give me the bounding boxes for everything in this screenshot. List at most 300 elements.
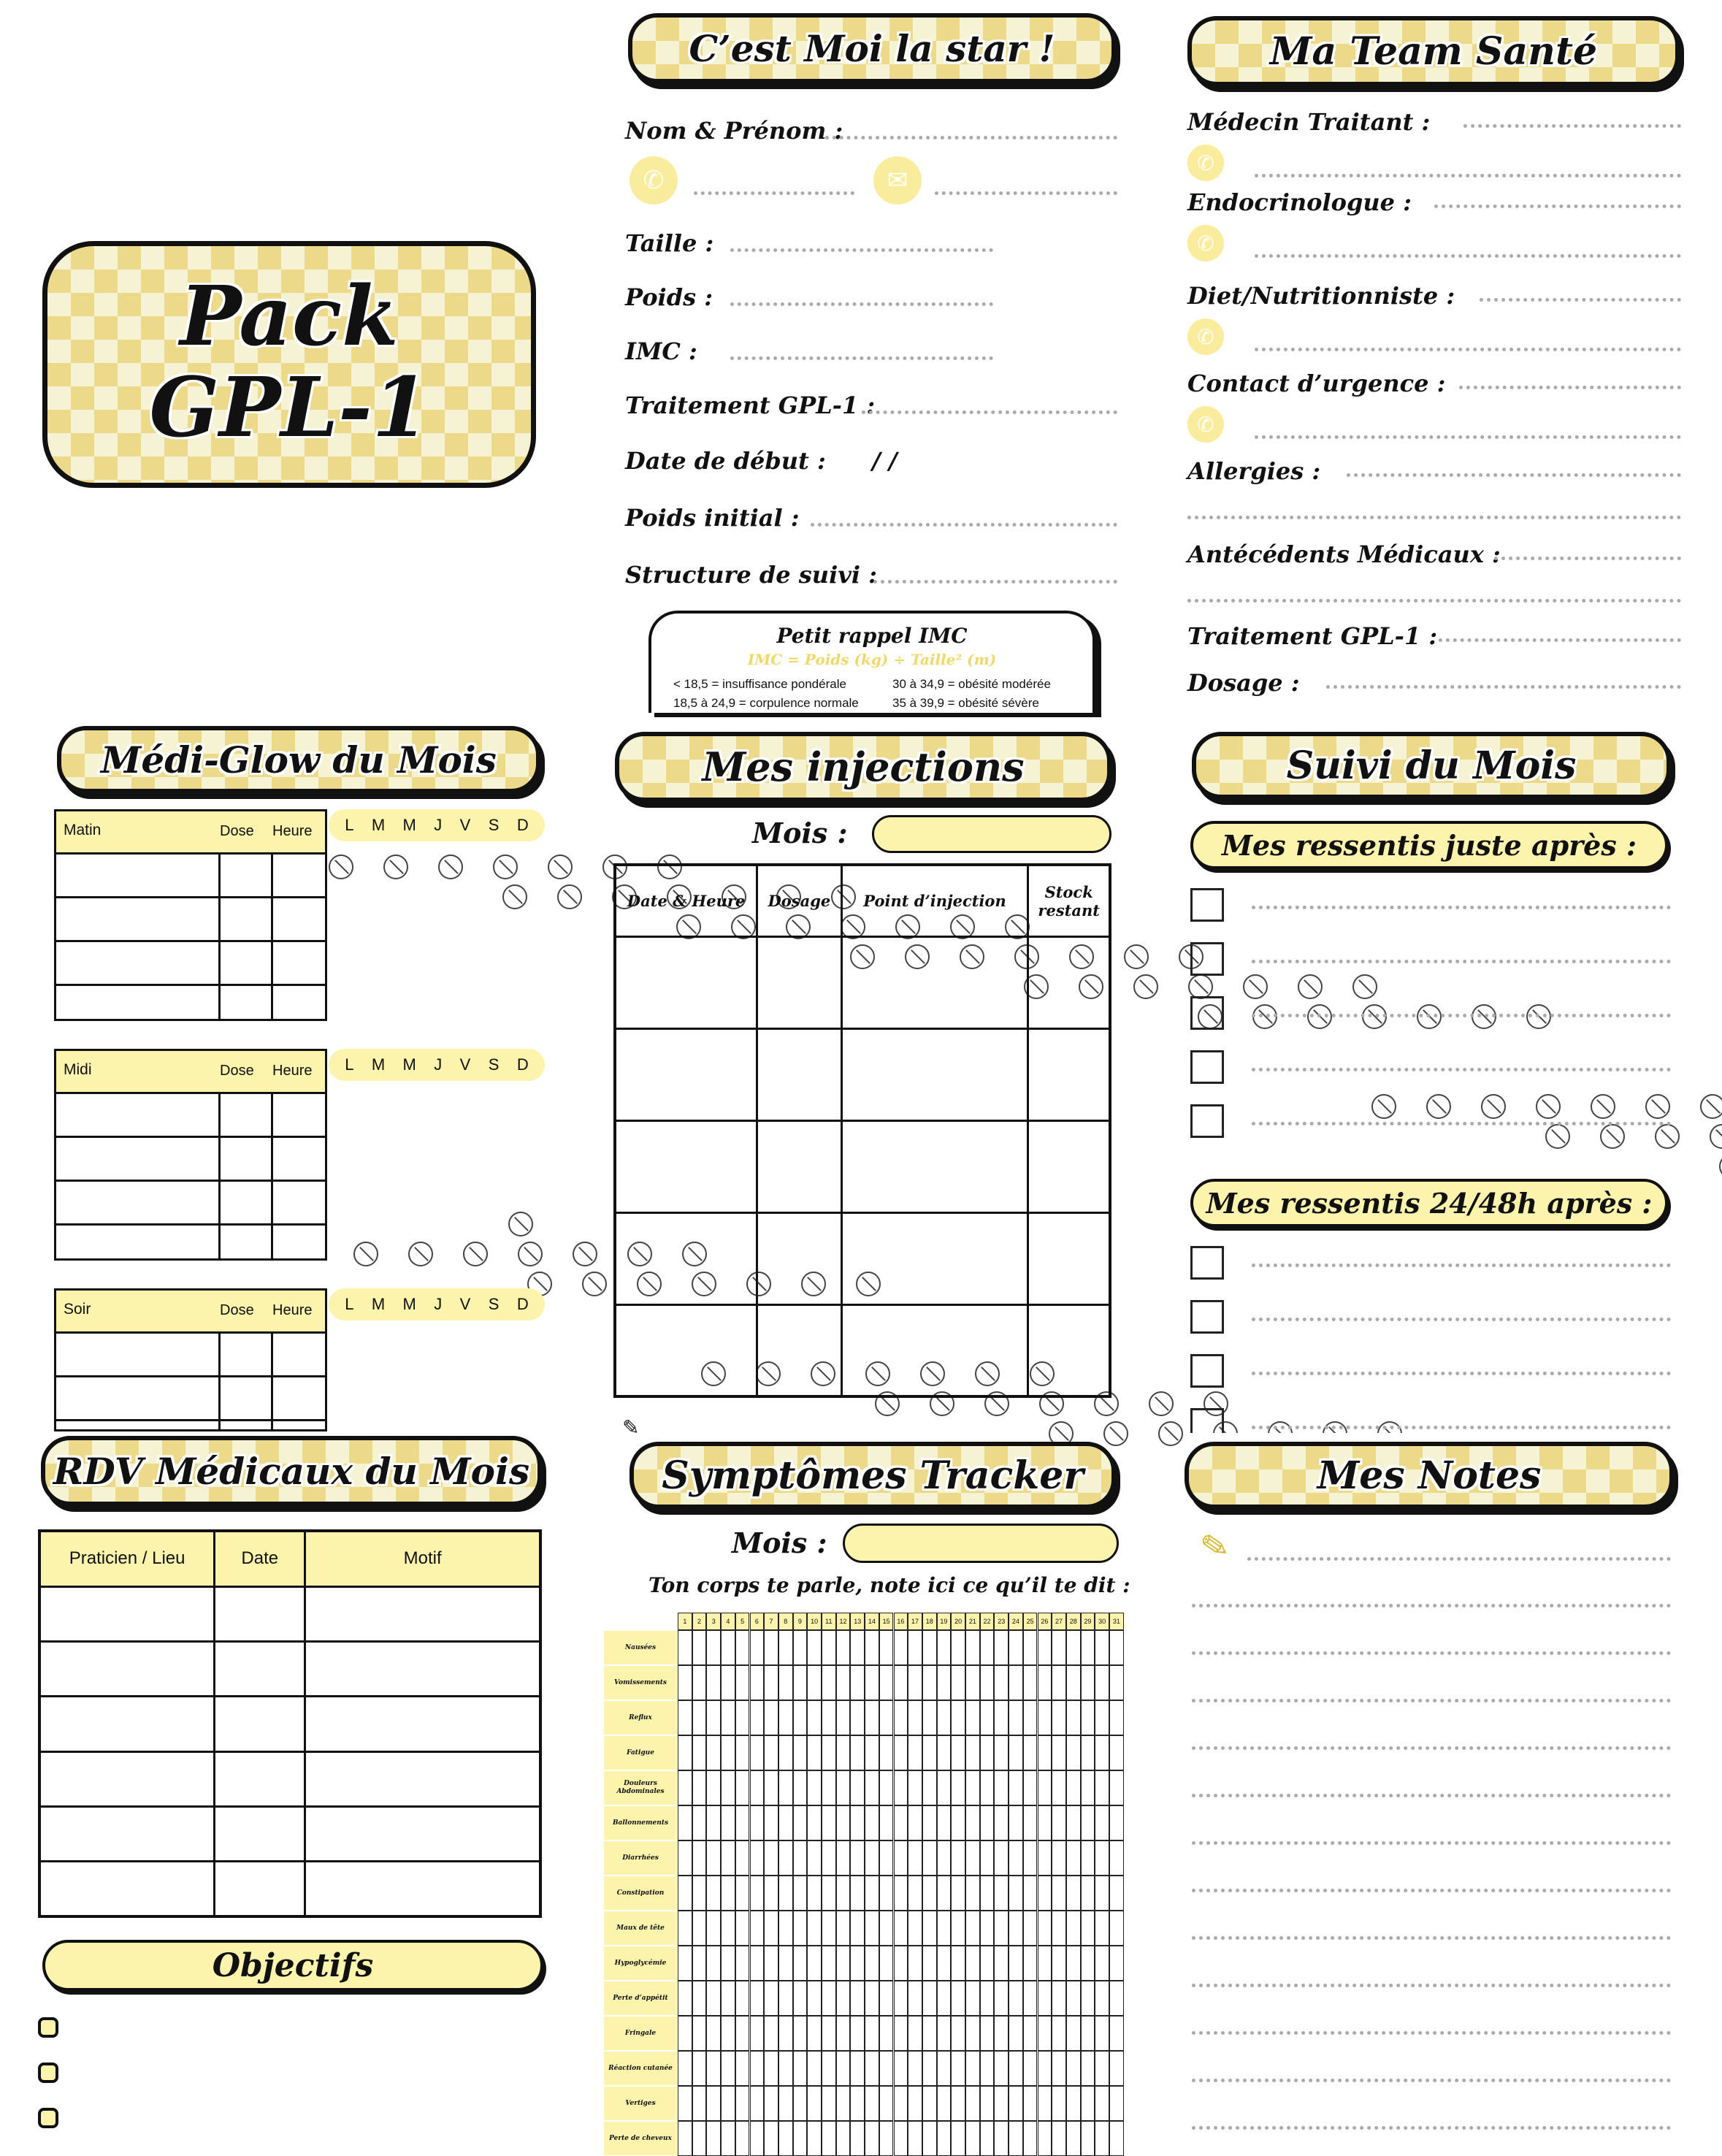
- sympt-cell[interactable]: [836, 1946, 851, 1981]
- sympt-cell[interactable]: [721, 1770, 735, 1805]
- sympt-cell[interactable]: [965, 1946, 980, 1981]
- sympt-cell[interactable]: [735, 2086, 750, 2121]
- sympt-cell[interactable]: [678, 1805, 692, 1840]
- sympt-cell[interactable]: [879, 2086, 894, 2121]
- sympt-cell[interactable]: [879, 1665, 894, 1700]
- sympt-cell[interactable]: [750, 1981, 765, 2016]
- sympt-cell[interactable]: [894, 1876, 908, 1911]
- sympt-cell[interactable]: [721, 1735, 735, 1770]
- sympt-cell[interactable]: [1081, 2051, 1095, 2086]
- sympt-cell[interactable]: [894, 1770, 908, 1805]
- sympt-cell[interactable]: [735, 1840, 750, 1876]
- sympt-cell[interactable]: [1066, 1876, 1081, 1911]
- sympt-cell[interactable]: [735, 1805, 750, 1840]
- sympt-cell[interactable]: [1066, 1770, 1081, 1805]
- sympt-cell[interactable]: [980, 1700, 995, 1735]
- medi-pill-check[interactable]: [493, 855, 518, 879]
- sympt-cell[interactable]: [908, 2086, 922, 2121]
- sympt-cell[interactable]: [735, 1700, 750, 1735]
- sympt-cell[interactable]: [1095, 1735, 1109, 1770]
- sympt-cell[interactable]: [778, 1911, 793, 1946]
- sympt-cell[interactable]: [836, 1981, 851, 2016]
- medi-row[interactable]: [56, 1334, 325, 1377]
- sympt-cell[interactable]: [865, 1946, 879, 1981]
- sympt-cell[interactable]: [1052, 2121, 1066, 2156]
- sympt-cell[interactable]: [793, 1700, 808, 1735]
- sympt-cell[interactable]: [922, 1630, 937, 1665]
- rdv-row[interactable]: [39, 1586, 540, 1641]
- sympt-cell[interactable]: [778, 1770, 793, 1805]
- sympt-cell[interactable]: [908, 1700, 922, 1735]
- sympt-cell[interactable]: [735, 1981, 750, 2016]
- medi-row[interactable]: [56, 1182, 325, 1226]
- sympt-cell[interactable]: [706, 1876, 721, 1911]
- sympt-cell[interactable]: [1009, 2086, 1023, 2121]
- sympt-cell[interactable]: [1095, 1770, 1109, 1805]
- sympt-cell[interactable]: [894, 1840, 908, 1876]
- medi-pill-check[interactable]: [1710, 1124, 1722, 1149]
- sympt-cell[interactable]: [1038, 2086, 1052, 2121]
- medi-row[interactable]: [56, 1094, 325, 1138]
- medi-pill-check[interactable]: [1298, 974, 1323, 999]
- sympt-cell[interactable]: [678, 1770, 692, 1805]
- sympt-cell[interactable]: [908, 1911, 922, 1946]
- sympt-cell[interactable]: [1081, 1770, 1095, 1805]
- sympt-cell[interactable]: [1081, 1946, 1095, 1981]
- sympt-cell[interactable]: [1009, 1630, 1023, 1665]
- sympt-cell[interactable]: [793, 1946, 808, 1981]
- sympt-cell[interactable]: [908, 1981, 922, 2016]
- team-field-input[interactable]: [1326, 685, 1681, 689]
- notes-line[interactable]: [1192, 1746, 1671, 1750]
- sympt-cell[interactable]: [937, 1911, 952, 1946]
- sympt-cell[interactable]: [850, 1665, 865, 1700]
- sympt-cell[interactable]: [721, 2016, 735, 2051]
- sympt-cell[interactable]: [1009, 1946, 1023, 1981]
- sympt-cell[interactable]: [1081, 2016, 1095, 2051]
- team-field-input-extra[interactable]: [1187, 599, 1681, 603]
- sympt-cell[interactable]: [1023, 2016, 1038, 2051]
- sympt-cell[interactable]: [1052, 1840, 1066, 1876]
- sympt-cell[interactable]: [1009, 1805, 1023, 1840]
- sympt-cell[interactable]: [836, 2016, 851, 2051]
- sympt-cell[interactable]: [1095, 1876, 1109, 1911]
- sympt-cell[interactable]: [1038, 2121, 1052, 2156]
- sympt-cell[interactable]: [807, 2086, 822, 2121]
- sympt-cell[interactable]: [822, 2121, 836, 2156]
- sympt-cell[interactable]: [778, 2051, 793, 2086]
- suivi-checkbox[interactable]: [1190, 996, 1224, 1030]
- sympt-cell[interactable]: [879, 1876, 894, 1911]
- objectif-checkbox[interactable]: [38, 2017, 58, 2038]
- sympt-cell[interactable]: [735, 2051, 750, 2086]
- sympt-cell[interactable]: [1095, 2121, 1109, 2156]
- sympt-cell[interactable]: [692, 2121, 707, 2156]
- sympt-cell[interactable]: [822, 1805, 836, 1840]
- sympt-cell[interactable]: [750, 2121, 765, 2156]
- sympt-cell[interactable]: [850, 2016, 865, 2051]
- sympt-cell[interactable]: [706, 2086, 721, 2121]
- sympt-cell[interactable]: [1095, 1946, 1109, 1981]
- sympt-cell[interactable]: [822, 1876, 836, 1911]
- sympt-cell[interactable]: [692, 1735, 707, 1770]
- medi-pill-check[interactable]: [1481, 1094, 1506, 1119]
- sympt-cell[interactable]: [764, 2121, 778, 2156]
- suivi-line[interactable]: [1252, 1014, 1671, 1017]
- suivi-line[interactable]: [1252, 960, 1671, 963]
- sympt-cell[interactable]: [1023, 1630, 1038, 1665]
- sympt-cell[interactable]: [778, 2086, 793, 2121]
- sympt-cell[interactable]: [965, 2121, 980, 2156]
- inj-row[interactable]: [615, 1120, 1110, 1212]
- sympt-cell[interactable]: [1109, 2051, 1124, 2086]
- sympt-cell[interactable]: [1095, 1981, 1109, 2016]
- sympt-cell[interactable]: [879, 1840, 894, 1876]
- sympt-cell[interactable]: [778, 1981, 793, 2016]
- sympt-cell[interactable]: [1038, 1876, 1052, 1911]
- sympt-cell[interactable]: [706, 1911, 721, 1946]
- sympt-cell[interactable]: [965, 1665, 980, 1700]
- sympt-cell[interactable]: [1009, 1876, 1023, 1911]
- sympt-cell[interactable]: [721, 1665, 735, 1700]
- medi-pill-check[interactable]: [1158, 1421, 1183, 1446]
- sympt-cell[interactable]: [1095, 1840, 1109, 1876]
- medi-pill-check[interactable]: [508, 1212, 533, 1236]
- sympt-cell[interactable]: [1038, 1770, 1052, 1805]
- sympt-cell[interactable]: [865, 1805, 879, 1840]
- sympt-cell[interactable]: [1009, 1981, 1023, 2016]
- team-field-input[interactable]: [1459, 386, 1681, 389]
- sympt-cell[interactable]: [778, 1805, 793, 1840]
- sympt-cell[interactable]: [706, 1805, 721, 1840]
- sympt-cell[interactable]: [1066, 2051, 1081, 2086]
- sympt-cell[interactable]: [879, 1630, 894, 1665]
- sympt-cell[interactable]: [1095, 1911, 1109, 1946]
- notes-line[interactable]: [1192, 1984, 1671, 1987]
- sympt-cell[interactable]: [937, 1946, 952, 1981]
- sympt-cell[interactable]: [1081, 1911, 1095, 1946]
- suivi-checkbox[interactable]: [1190, 942, 1224, 976]
- sympt-cell[interactable]: [1109, 1876, 1124, 1911]
- sympt-cell[interactable]: [980, 1735, 995, 1770]
- sympt-cell[interactable]: [1109, 1805, 1124, 1840]
- sympt-cell[interactable]: [706, 1946, 721, 1981]
- sympt-cell[interactable]: [1038, 1665, 1052, 1700]
- sympt-cell[interactable]: [836, 1840, 851, 1876]
- sympt-cell[interactable]: [865, 1840, 879, 1876]
- sympt-cell[interactable]: [1095, 2016, 1109, 2051]
- sympt-cell[interactable]: [764, 1946, 778, 1981]
- sympt-cell[interactable]: [692, 1911, 707, 1946]
- sympt-cell[interactable]: [922, 1911, 937, 1946]
- sympt-cell[interactable]: [965, 1700, 980, 1735]
- sympt-cell[interactable]: [1066, 1840, 1081, 1876]
- sympt-cell[interactable]: [706, 2121, 721, 2156]
- sympt-cell[interactable]: [764, 2016, 778, 2051]
- sympt-cell[interactable]: [922, 2016, 937, 2051]
- sympt-cell[interactable]: [850, 1840, 865, 1876]
- sympt-cell[interactable]: [1095, 1700, 1109, 1735]
- sympt-cell[interactable]: [908, 2051, 922, 2086]
- medi-pill-check[interactable]: [573, 1242, 597, 1266]
- sympt-cell[interactable]: [706, 1840, 721, 1876]
- sympt-cell[interactable]: [922, 1876, 937, 1911]
- sympt-cell[interactable]: [865, 2121, 879, 2156]
- sympt-cell[interactable]: [807, 1876, 822, 1911]
- sympt-cell[interactable]: [836, 1700, 851, 1735]
- sympt-cell[interactable]: [865, 2086, 879, 2121]
- medi-pill-check[interactable]: [518, 1242, 543, 1266]
- sympt-cell[interactable]: [951, 1700, 965, 1735]
- sympt-cell[interactable]: [764, 1770, 778, 1805]
- sympt-cell[interactable]: [908, 1805, 922, 1840]
- sympt-cell[interactable]: [721, 2051, 735, 2086]
- sympt-cell[interactable]: [1081, 1700, 1095, 1735]
- sympt-cell[interactable]: [778, 1876, 793, 1911]
- sympt-cell[interactable]: [764, 1911, 778, 1946]
- sympt-cell[interactable]: [865, 1665, 879, 1700]
- sympt-cell[interactable]: [1052, 2086, 1066, 2121]
- sympt-cell[interactable]: [836, 1735, 851, 1770]
- sympt-cell[interactable]: [1095, 1630, 1109, 1665]
- sympt-cell[interactable]: [1109, 1700, 1124, 1735]
- sympt-cell[interactable]: [1009, 1665, 1023, 1700]
- sympt-cell[interactable]: [1095, 2051, 1109, 2086]
- inj-row[interactable]: [615, 1304, 1110, 1396]
- sympt-cell[interactable]: [1009, 1770, 1023, 1805]
- star-field-input[interactable]: [873, 580, 1117, 584]
- medi-row[interactable]: [56, 898, 325, 942]
- sympt-cell[interactable]: [764, 1735, 778, 1770]
- sympt-cell[interactable]: [850, 1700, 865, 1735]
- sympt-cell[interactable]: [692, 1770, 707, 1805]
- sympt-cell[interactable]: [850, 1876, 865, 1911]
- sympt-cell[interactable]: [807, 1946, 822, 1981]
- star-field-input[interactable]: [730, 248, 993, 252]
- sympt-cell[interactable]: [1066, 2121, 1081, 2156]
- medi-pill-check[interactable]: [383, 855, 408, 879]
- sympt-cell[interactable]: [951, 1735, 965, 1770]
- sympt-cell[interactable]: [1009, 2051, 1023, 2086]
- sympt-cell[interactable]: [1081, 1840, 1095, 1876]
- sympt-cell[interactable]: [994, 1665, 1009, 1700]
- star-field-input[interactable]: [730, 356, 993, 360]
- sympt-cell[interactable]: [793, 1981, 808, 2016]
- sympt-cell[interactable]: [879, 1981, 894, 2016]
- sympt-cell[interactable]: [735, 2121, 750, 2156]
- sympt-cell[interactable]: [1095, 1805, 1109, 1840]
- sympt-cell[interactable]: [865, 1770, 879, 1805]
- sympt-cell[interactable]: [807, 1735, 822, 1770]
- sympt-cell[interactable]: [1038, 1735, 1052, 1770]
- medi-row[interactable]: [56, 855, 325, 898]
- sympt-cell[interactable]: [836, 1805, 851, 1840]
- medi-pill-check[interactable]: [1124, 944, 1149, 969]
- sympt-cell[interactable]: [692, 1630, 707, 1665]
- sympt-cell[interactable]: [764, 1876, 778, 1911]
- sympt-cell[interactable]: [764, 1700, 778, 1735]
- sympt-cell[interactable]: [1023, 2121, 1038, 2156]
- medi-row[interactable]: [56, 986, 325, 1021]
- sympt-cell[interactable]: [994, 1840, 1009, 1876]
- team-phone-input[interactable]: [1255, 348, 1681, 351]
- medi-pill-check[interactable]: [548, 855, 573, 879]
- sympt-cell[interactable]: [822, 1946, 836, 1981]
- suivi-checkbox[interactable]: [1190, 888, 1224, 922]
- sympt-cell[interactable]: [937, 1770, 952, 1805]
- medi-pill-check[interactable]: [502, 884, 527, 909]
- sympt-cell[interactable]: [1038, 1911, 1052, 1946]
- sympt-cell[interactable]: [764, 2086, 778, 2121]
- sympt-cell[interactable]: [706, 2016, 721, 2051]
- notes-line[interactable]: [1192, 1936, 1671, 1940]
- sympt-cell[interactable]: [750, 2016, 765, 2051]
- suivi-line[interactable]: [1252, 1264, 1671, 1267]
- sympt-cell[interactable]: [850, 1630, 865, 1665]
- sympt-cell[interactable]: [721, 1630, 735, 1665]
- sympt-cell[interactable]: [678, 2016, 692, 2051]
- suivi-line[interactable]: [1252, 906, 1671, 909]
- rdv-row[interactable]: [39, 1642, 540, 1697]
- medi-pill-check[interactable]: [1133, 974, 1158, 999]
- sympt-cell[interactable]: [706, 1735, 721, 1770]
- sympt-cell[interactable]: [908, 1946, 922, 1981]
- sympt-cell[interactable]: [850, 2121, 865, 2156]
- sympt-cell[interactable]: [692, 1981, 707, 2016]
- sympt-cell[interactable]: [937, 2016, 952, 2051]
- sympt-cell[interactable]: [994, 1911, 1009, 1946]
- sympt-cell[interactable]: [822, 1770, 836, 1805]
- medi-pill-check[interactable]: [1655, 1124, 1680, 1149]
- sympt-cell[interactable]: [951, 2086, 965, 2121]
- sympt-cell[interactable]: [778, 1840, 793, 1876]
- sympt-cell[interactable]: [894, 1700, 908, 1735]
- sympt-cell[interactable]: [894, 1735, 908, 1770]
- sympt-cell[interactable]: [850, 1911, 865, 1946]
- sympt-cell[interactable]: [692, 2086, 707, 2121]
- sympt-cell[interactable]: [865, 1700, 879, 1735]
- sympt-cell[interactable]: [807, 1981, 822, 2016]
- medi-pill-check[interactable]: [1545, 1124, 1570, 1149]
- sympt-cell[interactable]: [822, 2086, 836, 2121]
- sympt-cell[interactable]: [692, 1700, 707, 1735]
- sympt-cell[interactable]: [908, 1770, 922, 1805]
- sympt-cell[interactable]: [750, 1840, 765, 1876]
- medi-pill-check[interactable]: [1600, 1124, 1625, 1149]
- sympt-cell[interactable]: [894, 2086, 908, 2121]
- sympt-cell[interactable]: [894, 1665, 908, 1700]
- sympt-cell[interactable]: [721, 2086, 735, 2121]
- team-field-input[interactable]: [1463, 124, 1681, 128]
- sympt-cell[interactable]: [1009, 1840, 1023, 1876]
- sympt-cell[interactable]: [865, 2016, 879, 2051]
- sympt-cell[interactable]: [1052, 1735, 1066, 1770]
- sympt-cell[interactable]: [764, 1981, 778, 2016]
- sympt-cell[interactable]: [822, 1665, 836, 1700]
- sympt-cell[interactable]: [994, 2051, 1009, 2086]
- medi-pill-check[interactable]: [582, 1272, 607, 1296]
- sympt-cell[interactable]: [1081, 2121, 1095, 2156]
- sympt-cell[interactable]: [1081, 2086, 1095, 2121]
- sympt-cell[interactable]: [692, 1805, 707, 1840]
- sympt-cell[interactable]: [807, 1770, 822, 1805]
- sympt-cell[interactable]: [894, 1805, 908, 1840]
- sympt-cell[interactable]: [706, 1700, 721, 1735]
- sympt-cell[interactable]: [1023, 1911, 1038, 1946]
- sympt-cell[interactable]: [1052, 1700, 1066, 1735]
- sympt-cell[interactable]: [994, 1735, 1009, 1770]
- sympt-cell[interactable]: [1023, 1665, 1038, 1700]
- suivi-line[interactable]: [1252, 1318, 1671, 1321]
- sympt-cell[interactable]: [965, 1876, 980, 1911]
- sympt-cell[interactable]: [879, 1735, 894, 1770]
- sympt-cell[interactable]: [706, 2051, 721, 2086]
- sympt-cell[interactable]: [1066, 1700, 1081, 1735]
- sympt-cell[interactable]: [994, 2086, 1009, 2121]
- sympt-cell[interactable]: [1052, 1665, 1066, 1700]
- sympt-cell[interactable]: [937, 1805, 952, 1840]
- sympt-cell[interactable]: [937, 2121, 952, 2156]
- sympt-cell[interactable]: [793, 2016, 808, 2051]
- sympt-cell[interactable]: [735, 1911, 750, 1946]
- sympt-cell[interactable]: [807, 1805, 822, 1840]
- sympt-cell[interactable]: [1109, 2016, 1124, 2051]
- sympt-cell[interactable]: [1109, 2121, 1124, 2156]
- sympt-cell[interactable]: [1038, 1946, 1052, 1981]
- sympt-cell[interactable]: [1081, 1805, 1095, 1840]
- sympt-cell[interactable]: [750, 1876, 765, 1911]
- sympt-cell[interactable]: [750, 1700, 765, 1735]
- sympt-cell[interactable]: [908, 2016, 922, 2051]
- sympt-cell[interactable]: [1038, 1805, 1052, 1840]
- sympt-cell[interactable]: [879, 1911, 894, 1946]
- sympt-cell[interactable]: [836, 1665, 851, 1700]
- sympt-cell[interactable]: [879, 1946, 894, 1981]
- sympt-cell[interactable]: [980, 2121, 995, 2156]
- sympt-cell[interactable]: [750, 1911, 765, 1946]
- medi-pill-check[interactable]: [438, 855, 463, 879]
- sympt-cell[interactable]: [721, 1981, 735, 2016]
- sympt-cell[interactable]: [951, 1805, 965, 1840]
- sympt-cell[interactable]: [678, 1700, 692, 1735]
- sympt-cell[interactable]: [894, 2121, 908, 2156]
- sympt-cell[interactable]: [951, 1840, 965, 1876]
- team-field-input[interactable]: [1439, 638, 1681, 642]
- medi-pill-check[interactable]: [1371, 1094, 1396, 1119]
- sympt-cell[interactable]: [1023, 1876, 1038, 1911]
- sympt-cell[interactable]: [894, 2016, 908, 2051]
- sympt-cell[interactable]: [692, 1840, 707, 1876]
- sympt-cell[interactable]: [980, 1805, 995, 1840]
- sympt-cell[interactable]: [807, 2121, 822, 2156]
- medi-row[interactable]: [56, 1226, 325, 1261]
- sympt-cell[interactable]: [750, 1805, 765, 1840]
- medi-pill-check[interactable]: [1719, 1154, 1722, 1179]
- sympt-cell[interactable]: [980, 1630, 995, 1665]
- sympt-cell[interactable]: [750, 1946, 765, 1981]
- sympt-cell[interactable]: [994, 1981, 1009, 2016]
- sympt-cell[interactable]: [822, 2016, 836, 2051]
- sympt-cell[interactable]: [937, 1840, 952, 1876]
- sympt-cell[interactable]: [951, 2121, 965, 2156]
- sympt-cell[interactable]: [793, 1770, 808, 1805]
- suivi-checkbox[interactable]: [1190, 1050, 1224, 1084]
- sympt-cell[interactable]: [1109, 1911, 1124, 1946]
- team-phone-input[interactable]: [1255, 254, 1681, 258]
- sympt-cell[interactable]: [879, 2051, 894, 2086]
- sympt-cell[interactable]: [879, 2121, 894, 2156]
- suivi-line[interactable]: [1252, 1372, 1671, 1375]
